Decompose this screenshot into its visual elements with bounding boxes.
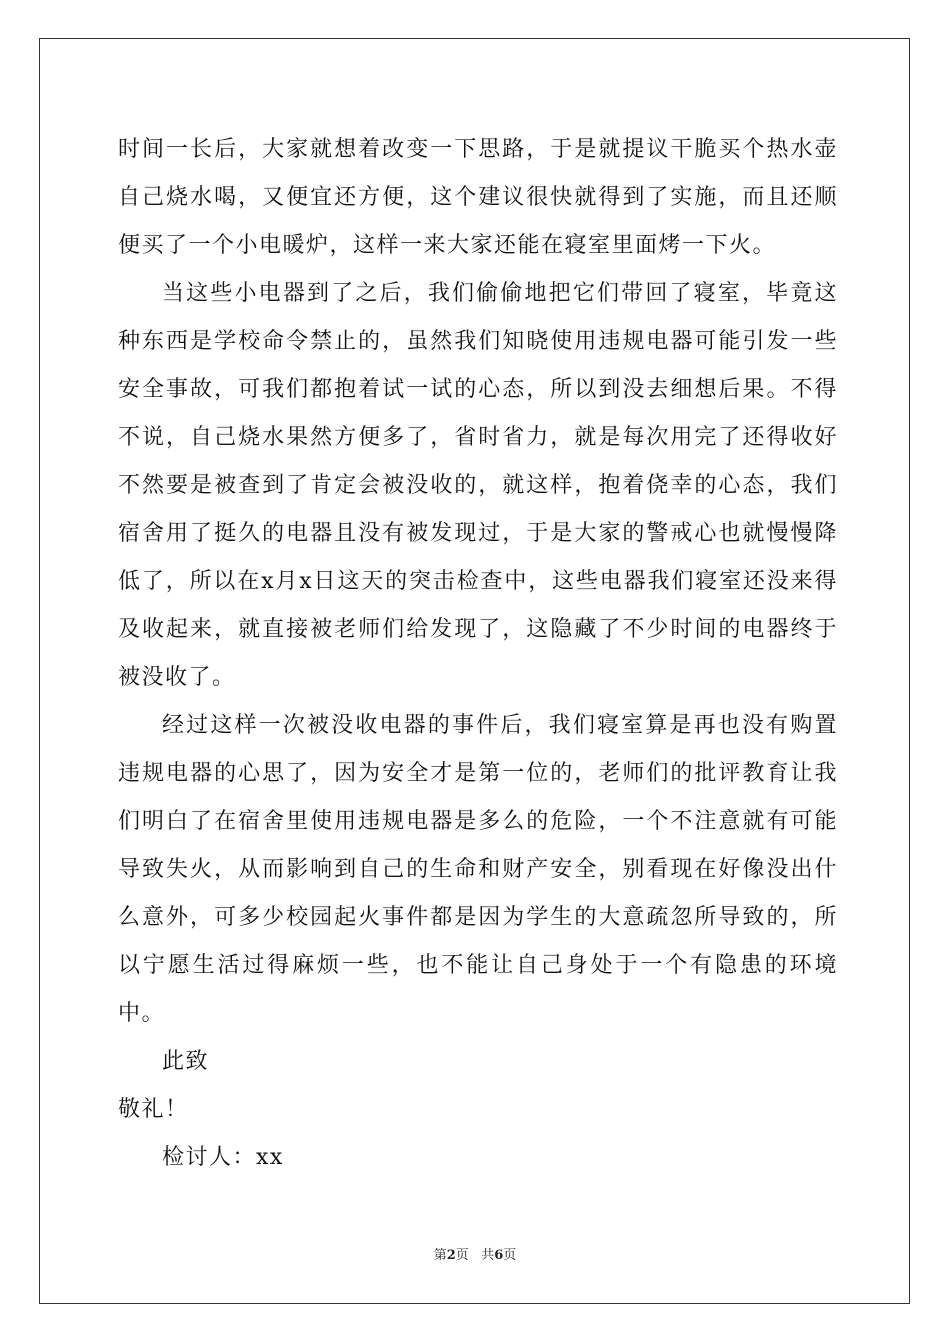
paragraph-2: 当这些小电器到了之后，我们偷偷地把它们带回了寝室，毕竟这种东西是学校命令禁止的，虽然我们知晓使用违规电器可能引发一些安全事故，可我们都抱着试一试的心态，所以到没去细想后果。不得不说，自己烧水果然方便多了，省时省力，就是每次用完了还得收好不然要是被查到了肯定会被没收的，就这样，抱着侥幸的心态，我们宿舍用了挺久的电器且没有被发现过，于是大家的警戒心也就慢慢降低了，所以在x月x日这天的突击检查中，这些电器我们寝室还没来得及收起来，就直接被老师们给发现了，这隐藏了不少时间的电器终于被没收了。 bbox=[118, 281, 838, 690]
document-body bbox=[118, 126, 838, 1182]
paragraph-3: 经过这样一次被没收电器的事件后，我们寝室算是再也没有购置违规电器的心思了，因为安全才是第一位的，老师们的批评教育让我们明白了在宿舍里使用违规电器是多么的危险，一个不注意就有可能导致失火，从而影响到自己的生命和财产安全，别看现在好像没出什么意外，可多少校园起火事件都是因为学生的大意疏忽所导致的，所以宁愿生活过得麻烦一些，也不能让自己身处于一个有隐患的环境中。 bbox=[118, 713, 838, 1026]
page-footer bbox=[0, 1244, 950, 1263]
page-prefix: 第 bbox=[433, 1248, 447, 1263]
salutation-line: 敬礼！ bbox=[118, 1097, 189, 1122]
total-suffix: 页 bbox=[503, 1248, 517, 1263]
total-pages: 6 bbox=[494, 1248, 504, 1263]
total-prefix: 共 bbox=[481, 1248, 495, 1263]
paragraph-1: 时间一长后，大家就想着改变一下思路，于是就提议干脆买个热水壶自己烧水喝，又便宜还方便，这个建议很快就得到了实施，而且还顺便买了一个小电暖炉，这样一来大家还能在寝室里面烤一下火。 bbox=[118, 137, 838, 258]
closing-line: 此致 bbox=[162, 1049, 210, 1074]
signature-line: 检讨人：xx bbox=[162, 1145, 284, 1170]
page-suffix: 页 bbox=[455, 1248, 469, 1263]
page-number: 2 bbox=[446, 1248, 456, 1263]
